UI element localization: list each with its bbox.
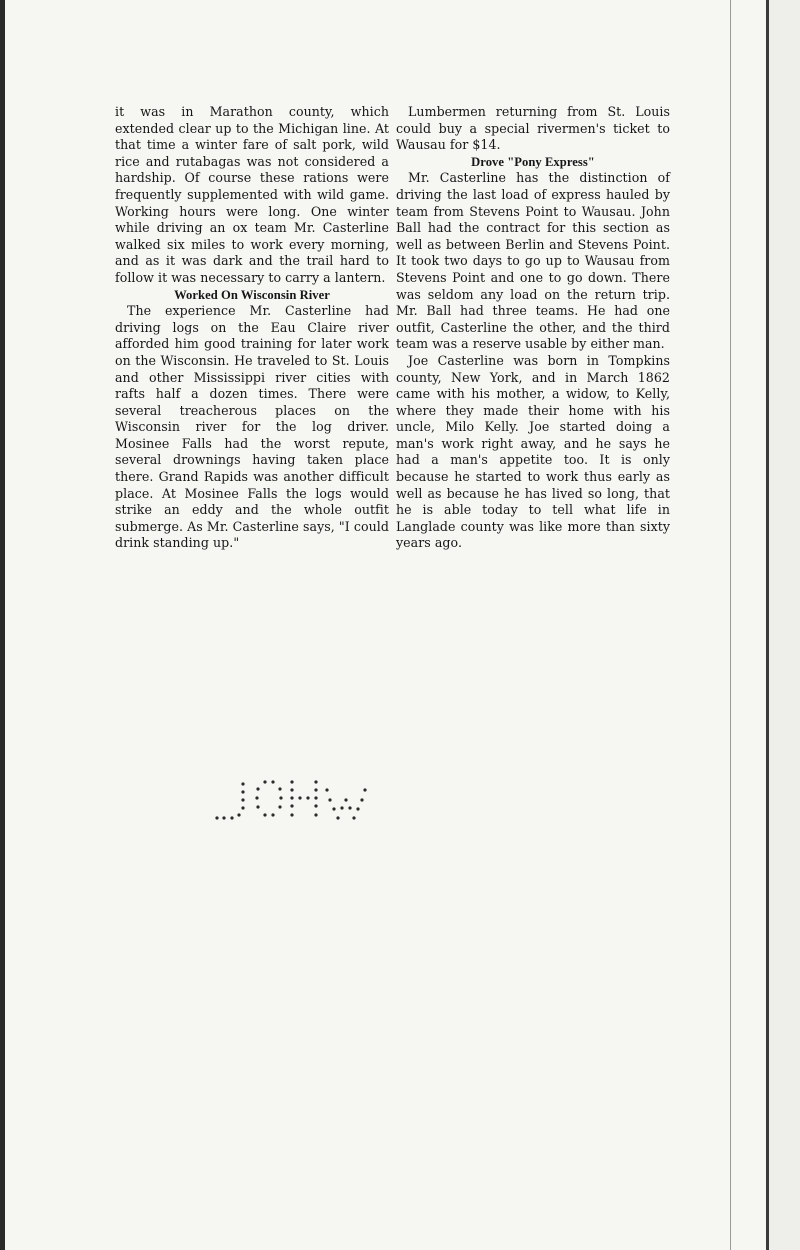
section-heading-pony-express: Drove "Pony Express" bbox=[471, 154, 595, 169]
article-column-right bbox=[396, 104, 670, 552]
article-column-left bbox=[115, 104, 389, 552]
page-edge-left bbox=[0, 0, 5, 1250]
paragraph-express-load: Mr. Casterline has the distinction of driving the last load of express hauled by team from Stevens Point to Wausau. John Ball had the contract for this section as well as between Berlin and Stevens Point. It took two days to go up to Wausau from Stevens Point and one to go down. There was seldom any load on the return trip. Mr. Ball had three teams. He had one outfit, Casterline the other, and the third team was a reserve usable by either man. bbox=[396, 170, 670, 352]
page-margin-shade bbox=[769, 0, 800, 1250]
perforated-stamp-johw bbox=[213, 778, 368, 828]
section-heading-wisconsin-river: Worked On Wisconsin River bbox=[174, 287, 330, 302]
paragraph-rivermens-ticket: Lumbermen returning from St. Louis could buy a special rivermen's ticket to Wausau for $14. bbox=[396, 104, 670, 153]
page-edge-right bbox=[766, 0, 769, 1250]
paragraph-winter-fare: it was in Marathon county, which extended clear up to the Michigan line. At that time a winter fare of salt pork, wild rice and rutabagas was not considered a hardship. Of course these rations were frequently supplemented with wild game. Working hours were long. One winter while driving an ox team Mr. Casterline walked six miles to work every morning, and as it was dark and the trail hard to follow it was necessary to carry a lantern. bbox=[115, 104, 389, 285]
perforation-text: JOHW bbox=[213, 778, 216, 779]
paragraph-joe-casterline-biography: Joe Casterline was born in Tompkins county, New York, and in March 1862 came with his mother, a widow, to Kelly, where they made their home with his uncle, Milo Kelly. Joe started doing a man's work right away, and he says he had a man's appetite too. It is only because he started to work thus early as well as because he has lived so long, that he is able today to tell what life in Langlade county was like more than sixty years ago. bbox=[396, 352, 670, 551]
paragraph-log-driving: The experience Mr. Casterline had driving logs on the Eau Claire river afforded him good training for later work on the Wisconsin. He traveled to St. Louis and other Mississippi river cities with rafts half a dozen times. There were several treacherous places on the Wisconsin river for the log driver. Mosinee Falls had the worst repute, several drownings having taken place there. Grand Rapids was another difficult place. At Mosinee Falls the logs would strike an eddy and the whole outfit submerge. As Mr. Casterline says, "I could drink standing up." bbox=[115, 303, 389, 551]
page-fold-line bbox=[730, 0, 731, 1250]
